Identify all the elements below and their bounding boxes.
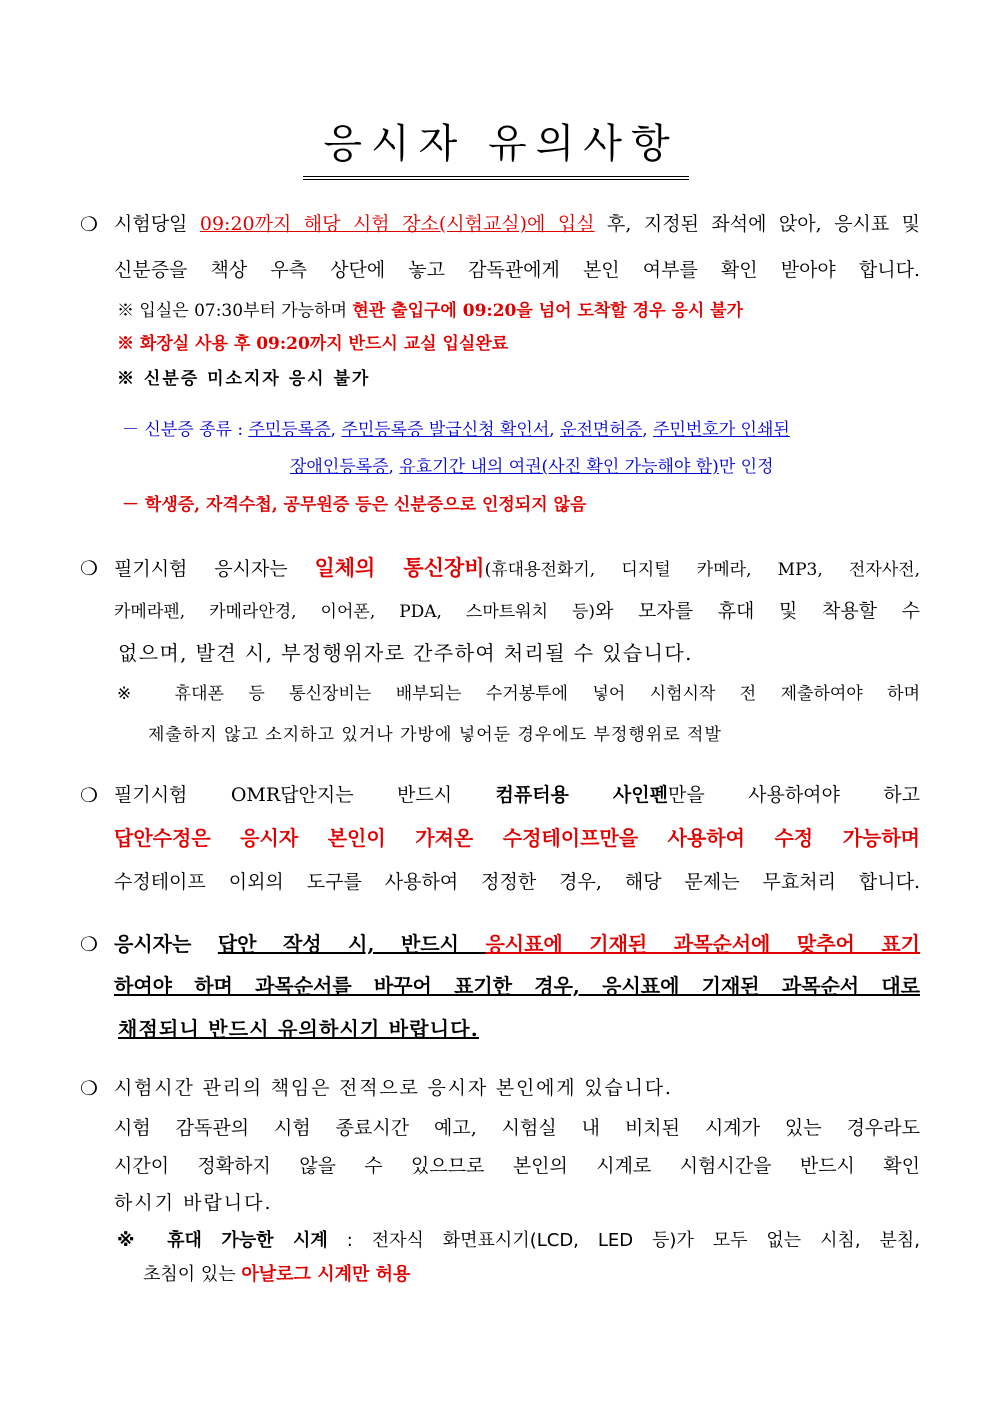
id-type-1: 주민등록증: [248, 420, 331, 440]
s2-text-d1: 카메라펜, 카메라안경, 이어폰, PDA, 스마트워치 등): [114, 602, 596, 622]
s4-line-1: [114, 929, 920, 959]
s5-line-3: 시간이 정확하지 않을 수 있으므로 본인의 시계로 시험시간을 반드시 확인: [114, 1155, 920, 1177]
s3-line-3: 수정테이프 이외의 도구를 사용하여 정정한 경우, 해당 문제는 무효처리 합니다.: [114, 871, 920, 893]
s3-text-a: 필기시험 OMR답안지는 반드시: [114, 784, 496, 806]
s3-highlight: 컴퓨터용 사인펜: [495, 784, 668, 806]
id-types-tail: 만 인정: [718, 457, 774, 477]
s5-note-2-text: 초침이 있는: [143, 1264, 242, 1285]
title-wrap: [0, 118, 992, 180]
s1-note-1-text: ※ 입실은 07:30부터 가능하며: [117, 301, 353, 321]
s2-note-2: 제출하지 않고 소지하고 있거나 가방에 넣어둔 경우에도 부정행위로 적발: [148, 725, 722, 745]
s1-text-c: 후, 지정된 좌석에 앉아, 응시표 및: [594, 213, 920, 235]
id-types-label: － 신분증 종류 :: [122, 420, 249, 440]
s1-note-1: [117, 296, 743, 326]
s5-line-2: 시험 감독관의 시험 종료시간 예고, 시험실 내 비치된 시계가 있는 경우라도: [114, 1117, 920, 1139]
s2-line-2: [114, 596, 920, 627]
s1-note-2: ※ 화장실 사용 후 09:20까지 반드시 교실 입실완료: [117, 334, 509, 354]
s5-note-label: ※ 휴대 가능한 시계: [117, 1230, 328, 1251]
bullet-2: ❍: [80, 556, 98, 580]
page-title: 응시자 유의사항: [303, 118, 688, 180]
sep: ,: [388, 457, 400, 477]
s4-text-a: 응시자는: [114, 932, 218, 956]
s5-line-4: 하시기 바랍니다.: [114, 1192, 273, 1214]
s5-note-1: [117, 1226, 920, 1256]
s1-note-1-highlight: 현관 출입구에 09:20을 넘어 도착할 경우 응시 불가: [352, 301, 744, 321]
s2-text-a: 필기시험 응시자는: [114, 558, 315, 580]
s2-text-d2: 와 모자를 휴대 및 착용할 수: [595, 600, 920, 622]
s2-text-c: (휴대용전화기, 디지털 카메라, MP3, 전자사전,: [484, 560, 921, 580]
sep: ,: [642, 420, 654, 440]
s3-text-c: 만을 사용하여야 하고: [667, 784, 921, 806]
s5-note-2-highlight: 아날로그 시계만 허용: [241, 1264, 411, 1285]
s1-note-3: ※ 신분증 미소지자 응시 불가: [117, 369, 371, 389]
s2-note-1: ※ 휴대폰 등 통신장비는 배부되는 수거봉투에 넣어 시험시작 전 제출하여야 하며: [117, 684, 920, 704]
not-id-note: － 학생증, 자격수첩, 공무원증 등은 신분증으로 인정되지 않음: [122, 495, 587, 515]
s1-line-2: 신분증을 책상 우측 상단에 놓고 감독관에게 본인 여부를 확인 받아야 합니다.: [114, 259, 920, 281]
id-types-line-1: [122, 415, 790, 445]
id-type-5: 유효기간 내의 여권(사진 확인 가능해야 함): [399, 457, 719, 477]
s5-line-1: 시험시간 관리의 책임은 전적으로 응시자 본인에게 있습니다.: [114, 1077, 673, 1099]
s5-note-text: : 전자식 화면표시기(LCD, LED 등)가 모두 없는 시침, 분침,: [327, 1230, 920, 1251]
sep: ,: [330, 420, 342, 440]
s3-line-2: 답안수정은 응시자 본인이 가져온 수정테이프만을 사용하여 수정 가능하며: [114, 826, 920, 850]
bullet-3: ❍: [80, 783, 98, 807]
id-type-4: 주민번호가 인쇄된: [653, 420, 790, 440]
s5-note-2: [143, 1260, 410, 1290]
s2-line-1: [114, 553, 920, 585]
bullet-4: ❍: [80, 932, 98, 956]
s2-line-3: 없으며, 발견 시, 부정행위자로 간주하여 처리될 수 있습니다.: [118, 641, 693, 665]
bullet-1: ❍: [80, 212, 98, 236]
s1-highlight: 09:20까지 해당 시험 장소(시험교실)에 입실: [199, 213, 595, 235]
s3-line-1: [114, 780, 920, 810]
s1-text-a: 시험당일: [114, 213, 200, 235]
s4-highlight: 응시표에 기재된 과목순서에 맞추어 표기: [485, 932, 921, 956]
s4-line-2: 하여야 하며 과목순서를 바꾸어 표기한 경우, 응시표에 기재된 과목순서 대로: [114, 974, 920, 998]
s4-text-b: 답안 작성 시, 반드시: [217, 932, 486, 956]
bullet-5: ❍: [80, 1076, 98, 1100]
id-type-4b: 장애인등록증: [290, 457, 389, 477]
id-type-2: 주민등록증 발급신청 확인서: [341, 420, 550, 440]
id-types-line-2: [290, 452, 774, 482]
s4-line-3: 채점되니 반드시 유의하시기 바랍니다.: [118, 1017, 479, 1041]
s2-highlight: 일체의 통신장비: [314, 555, 485, 580]
id-type-3: 운전면허증: [560, 420, 643, 440]
s1-line-1: [114, 209, 920, 239]
sep: ,: [549, 420, 561, 440]
